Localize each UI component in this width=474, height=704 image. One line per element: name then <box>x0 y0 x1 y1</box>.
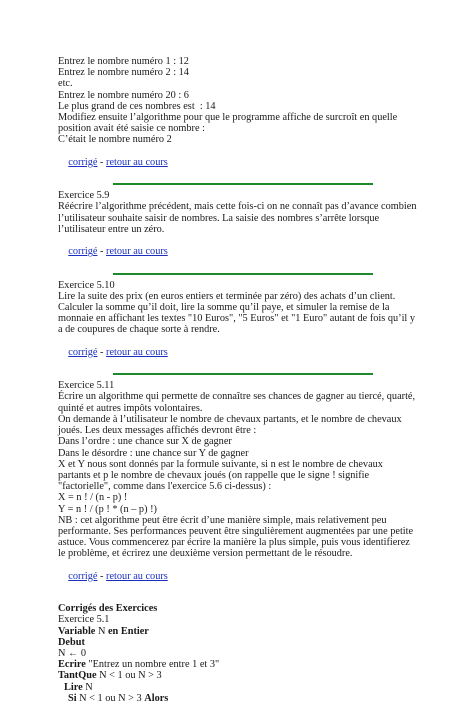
code-keyword: Variable <box>58 625 96 637</box>
separator-rule <box>113 273 373 275</box>
code-text: "Entrez un nombre entre 1 et 3" <box>85 659 220 671</box>
exercise-title: Exercice 5.10 <box>58 279 115 291</box>
code-text: N <box>82 681 93 693</box>
document-page <box>58 56 418 704</box>
exercise-text: On demande à l’utilisateur le nombre de chevaux partants, et le nombre de chevaux joués. Les deux messages affichés devront être : <box>58 413 405 437</box>
code-keyword: Lire <box>64 681 83 693</box>
exercise-text: Dans l’ordre : une chance sur X de gagner <box>58 436 232 448</box>
text-line: Le plus grand de ces nombres est : 14 <box>58 100 216 112</box>
text-line: Entrez le nombre numéro 20 : 6 <box>58 89 189 101</box>
nav-separator: - <box>97 246 107 258</box>
nav-links <box>58 560 418 594</box>
corrige-link[interactable]: corrigé <box>68 570 98 582</box>
exercise-title: Exercice 5.11 <box>58 380 115 392</box>
code-keyword: TantQue <box>58 670 97 682</box>
code-text: N <box>95 625 108 637</box>
code-line <box>58 659 418 670</box>
separator-rule <box>113 183 373 185</box>
nav-separator: - <box>97 346 107 358</box>
nav-separator: - <box>97 156 107 168</box>
retour-cours-link[interactable]: retour au cours <box>106 246 168 258</box>
corrige-link[interactable]: corrigé <box>68 156 98 168</box>
text-line: Entrez le nombre numéro 1 : 12 <box>58 56 189 67</box>
exercise-text: Réécrire l’algorithme précédent, mais cette fois-ci on ne connaît pas d’avance combien l’utilisateur souhaite saisir de nombres. La saisie des nombres s’arrête lorsque l’utilisateur entre un zéro. <box>58 201 420 235</box>
code-text: N < 1 ou N > 3 <box>96 670 162 682</box>
nav-separator: - <box>97 570 107 582</box>
code-keyword: Ecrire <box>58 659 86 671</box>
code-keyword: Alors <box>144 692 169 704</box>
code-keyword: en Entier <box>107 625 149 637</box>
code-line <box>58 670 418 681</box>
exercise-text: NB : cet algorithme peut être écrit d’une manière simple, mais relativement peu performante. Ses performances peuvent être singulièrement augmentées par une petite astuce. Vous commencerez par écrire la manière la plus simple, puis vous identifierez le problème, et écrirez une deuxième version permettant de le résoudre. <box>58 514 416 560</box>
code-line: N ← 0 <box>58 647 87 659</box>
text-line: Entrez le nombre numéro 2 : 14 <box>58 67 189 79</box>
exercise-title: Exercice 5.9 <box>58 190 110 202</box>
exercise-text: X et Y nous sont donnés par la formule suivante, si n est le nombre de chevaux partants et p le nombre de chevaux joués (on rappelle que le signe ! signifie "factorielle", comme dans l'exercice 5.6 ci-dessus) : <box>58 458 386 493</box>
retour-cours-link[interactable]: retour au cours <box>106 346 168 358</box>
text-line: Modifiez ensuite l’algorithme pour que le programme affiche de surcroît en quelle position avait été saisie ce nombre : <box>58 112 400 135</box>
code-line <box>58 626 418 637</box>
nav-links <box>58 235 418 269</box>
code-line <box>58 682 418 693</box>
spacer <box>58 593 418 603</box>
code-text: N < 1 ou N > 3 <box>76 692 145 704</box>
code-keyword: Si <box>68 692 77 704</box>
code-line: Debut <box>58 636 85 648</box>
text-line: C’était le nombre numéro 2 <box>58 134 172 146</box>
nav-links <box>58 336 418 370</box>
corrige-link[interactable]: corrigé <box>68 246 98 258</box>
corriges-subheading: Exercice 5.1 <box>58 614 110 626</box>
nav-links <box>58 146 418 180</box>
retour-cours-link[interactable]: retour au cours <box>106 570 168 582</box>
exercise-text: Écrire un algorithme qui permette de connaître ses chances de gagner au tiercé, quarté, quinté et autres impôts volontaires. <box>58 391 418 414</box>
corrige-link[interactable]: corrigé <box>68 346 98 358</box>
separator-rule <box>113 373 373 375</box>
corriges-heading: Corrigés des Exercices <box>58 603 158 615</box>
text-line: etc. <box>58 78 73 90</box>
exercise-text: Lire la suite des prix (en euros entiers et terminée par zéro) des achats d’un client. Calculer la somme qu’il doit, lire la somme qu’il paye, et simuler la remise de la monnaie en affichant les textes "10 Euros", "5 Euros" et "1 Euro" autant de fois qu’il y a de coupures de chaque sorte à rendre. <box>58 290 418 336</box>
retour-cours-link[interactable]: retour au cours <box>106 156 168 168</box>
formula-y: Y = n ! / (p ! * (n – p) !) <box>58 503 157 515</box>
code-line <box>58 693 418 704</box>
formula-x: X = n ! / (n - p) ! <box>58 492 128 504</box>
exercise-text: Dans le désordre : une chance sur Y de gagner <box>58 447 249 459</box>
